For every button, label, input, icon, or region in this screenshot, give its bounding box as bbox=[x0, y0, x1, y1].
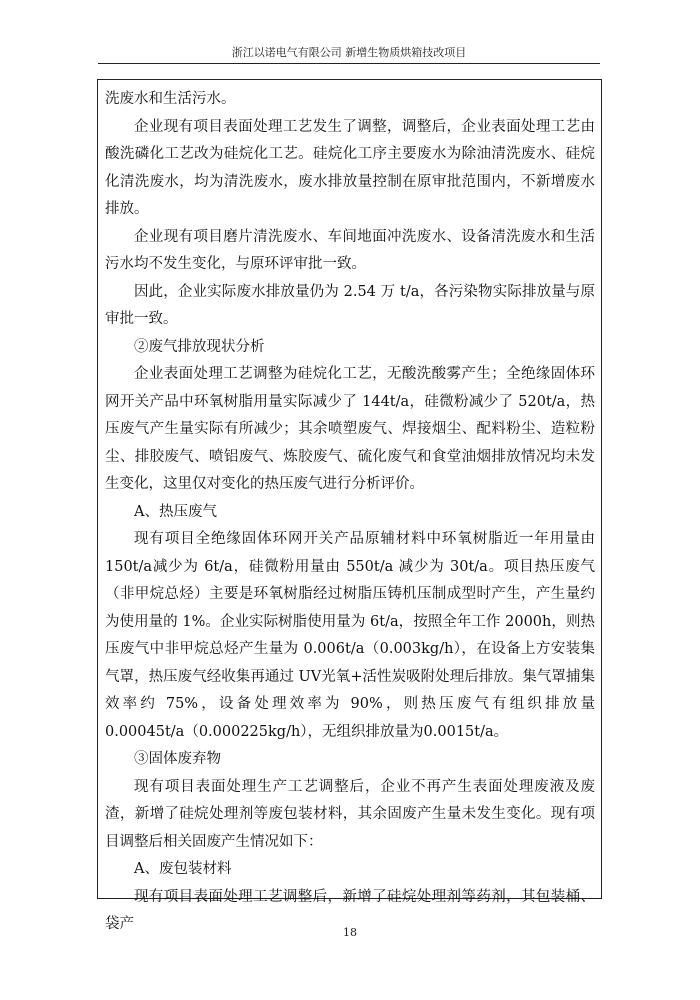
paragraph: 现有项目表面处理工艺调整后，新增了硅烷处理剂等药剂，其包装桶、袋产 bbox=[105, 888, 595, 932]
paragraph: 因此，企业实际废水排放量仍为 2.54 万 t/a，各污染物实际排放量与原审批一致。 bbox=[105, 283, 595, 327]
paragraph: 洗废水和生活污水。 bbox=[105, 91, 236, 107]
paragraph: 企业现有项目磨片清洗废水、车间地面冲洗废水、设备清洗废水和生活污水均不发生变化，与原环评审批一致。 bbox=[105, 228, 595, 272]
header-rule bbox=[98, 63, 600, 64]
section-heading: ③固体废弃物 bbox=[134, 751, 221, 767]
paragraph: 现有项目表面处理生产工艺调整后，企业不再产生表面处理废液及废渣，新增了硅烷处理剂等废包装材料，其余固废产生量未发生变化。现有项目调整后相关固废产生情况如下： bbox=[105, 778, 595, 850]
paragraph: 企业表面处理工艺调整为硅烷化工艺，无酸洗酸雾产生；全绝缘固体环网开关产品中环氧树脂用量实际减少了 144t/a，硅微粉减少了 520t/a，热压废气产生量实际有所减少；其余喷塑废气、焊接烟尘、配料粉尘、造粒粉尘、排胶废气、喷铝废气、炼胶废气、硫化废气和食堂油烟排放情况均未发生变化，这里仅对变化的热压废气进行分析评价。 bbox=[105, 366, 595, 492]
paragraph: 现有项目全绝缘固体环网开关产品原辅材料中环氧树脂近一年用量由150t/a减少为 6t/a，硅微粉用量由 550t/a 减少为 30t/a。项目热压废气（非甲烷总烃）主要是环氧树脂经过树脂压铸机压制成型时产生，产生量约为使用量的 1%。企业实际树脂使用量为 6t/a，按照全年工作 2000h，则热压废气中非甲烷总烃产生量为 0.006t/a（0.003kg/h），在设备上方安装集气罩，热压废气经收集再通过 UV光氧+活性炭吸附处理后排放。集气罩捕集效率约 75%，设备处理效率为 90%，则热压废气有组织排放量 0.00045t/a（0.000225kg/h），无组织排放量为0.0015t/a。 bbox=[105, 531, 595, 740]
page-header: 浙江以诺电气有限公司 新增生物质烘箱技改项目 bbox=[231, 46, 467, 59]
page-number: 18 bbox=[343, 926, 357, 939]
paragraph: 企业现有项目表面处理工艺发生了调整，调整后，企业表面处理工艺由酸洗磷化工艺改为硅烷化工艺。硅烷化工序主要废水为除油清洗废水、硅烷化清洗废水，均为清洗废水，废水排放量控制在原审批范围内，不新增废水排放。 bbox=[105, 118, 595, 217]
section-heading: ②废气排放现状分析 bbox=[134, 338, 265, 355]
subsection-heading: A、热压废气 bbox=[134, 503, 217, 520]
content-frame bbox=[97, 79, 602, 932]
body-text bbox=[105, 86, 595, 939]
subsection-heading: A、废包装材料 bbox=[134, 861, 232, 877]
